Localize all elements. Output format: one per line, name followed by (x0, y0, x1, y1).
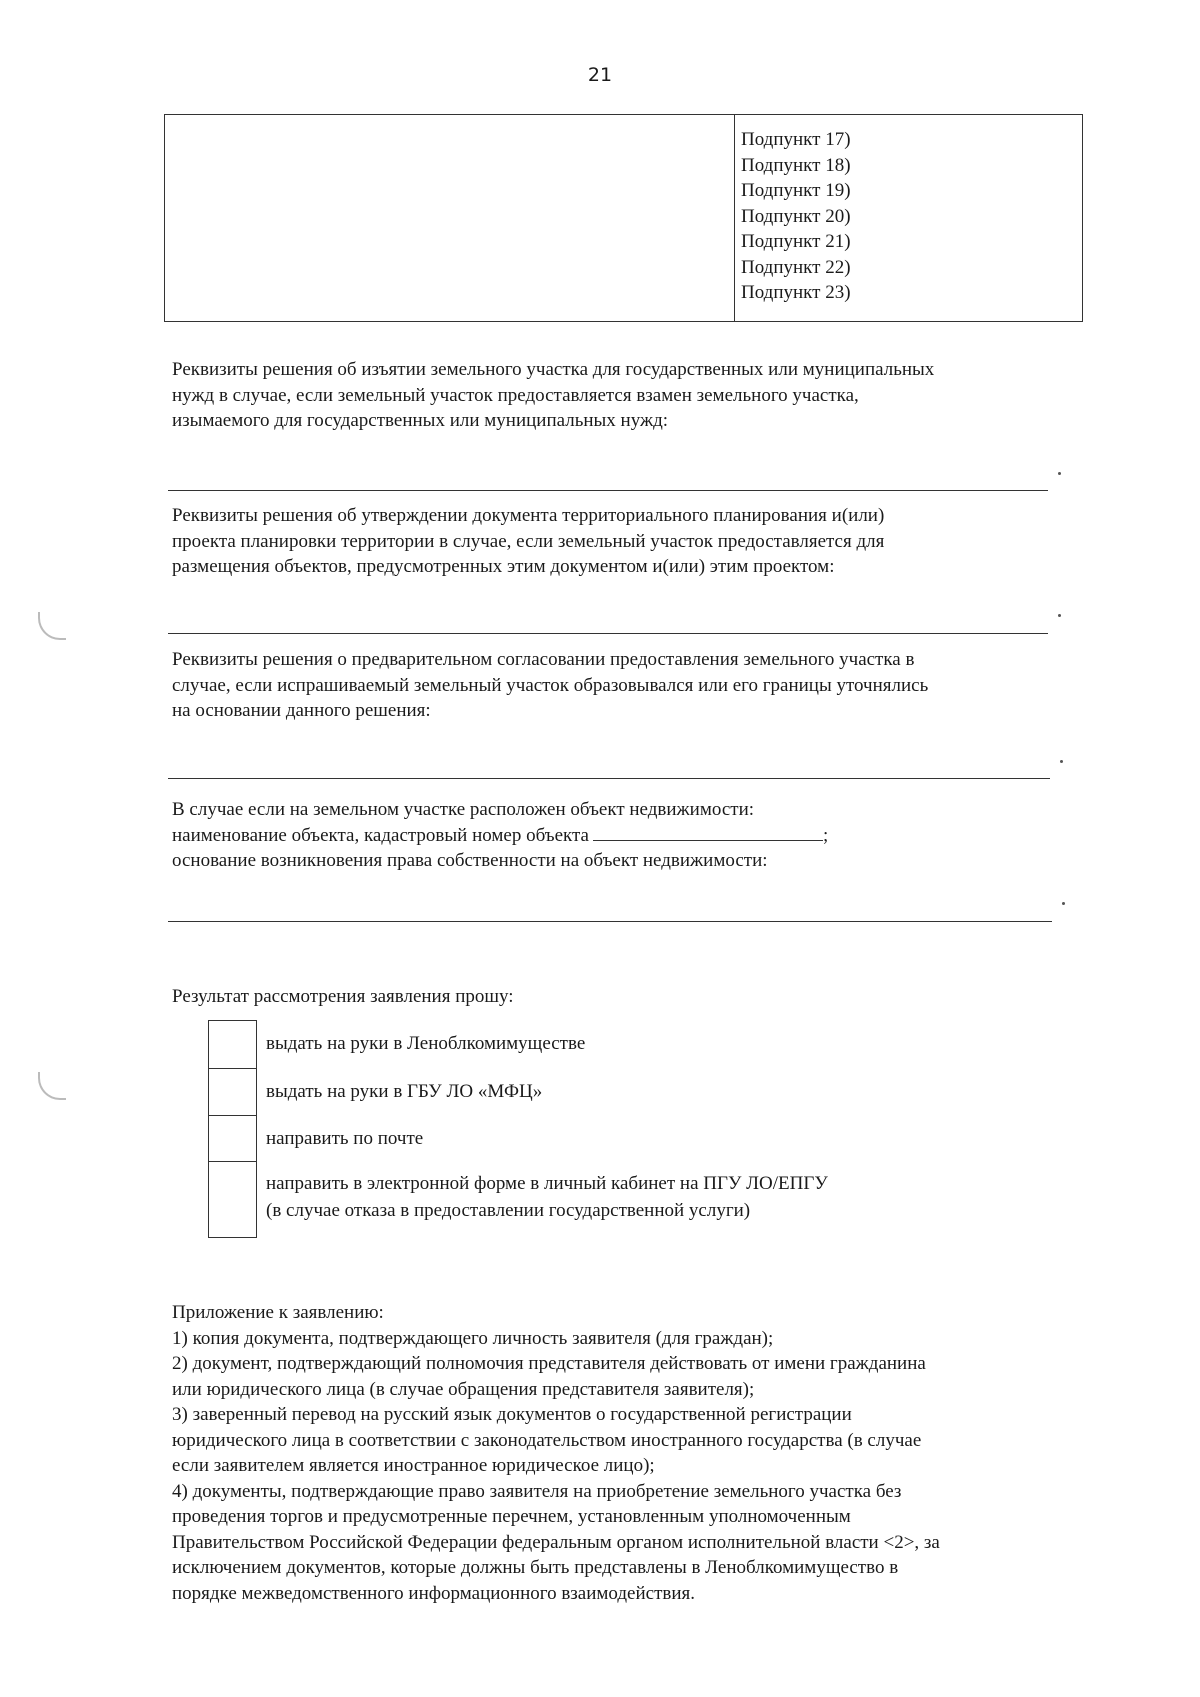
attachment-item: 1) копия документа, подтверждающего личность заявителя (для граждан); (172, 1327, 774, 1349)
punch-hole-mark (38, 1072, 66, 1100)
scan-dot (1060, 760, 1063, 763)
result-heading: Результат рассмотрения заявления прошу: (172, 986, 514, 1007)
attachment-item: исключением документов, которые должны быть представлены в Леноблкомимущество в (172, 1557, 899, 1578)
text-line: проекта планировки территории в случае, если земельный участок предоставляется для (172, 530, 885, 552)
option-checkbox-mfc[interactable] (208, 1068, 257, 1117)
text-line: Реквизиты решения об изъятии земельного участка для государственных или муниципальных (172, 359, 935, 380)
option-checkbox-electronic[interactable] (208, 1161, 257, 1238)
option-label-mail: направить по почте (266, 1128, 424, 1149)
subparagraph-item: Подпункт 17) (741, 129, 851, 150)
ownership-basis-field[interactable] (168, 921, 1052, 922)
attachment-item: порядке межведомственного информационного взаимодействия. (172, 1582, 696, 1604)
scan-dot (1062, 902, 1065, 905)
attachment-item: если заявителем является иностранное юридическое лицо); (172, 1455, 655, 1476)
cadastral-number-field[interactable] (593, 824, 823, 841)
attachment-item: 2) документ, подтверждающий полномочия представителя действовать от имени гражданина (172, 1353, 926, 1374)
subparagraph-item: Подпункт 20) (741, 205, 851, 227)
text-line: нужд в случае, если земельный участок предоставляется взамен земельного участка, (172, 384, 859, 406)
table-empty-cell (165, 115, 735, 321)
text-line: на основании данного решения: (172, 700, 431, 721)
option-checkbox-mail[interactable] (208, 1115, 257, 1163)
attachment-item: 4) документы, подтверждающие право заявителя на приобретение земельного участка без (172, 1480, 902, 1502)
punch-hole-mark (38, 612, 66, 640)
preliminary-decision-text (172, 647, 928, 724)
cadastral-label: наименование объекта, кадастровый номер объекта (172, 824, 589, 846)
text-line: размещения объектов, предусмотренных этим документом и(или) этим проектом: (172, 556, 835, 577)
text-line: Реквизиты решения об утверждении документа территориального планирования и(или) (172, 505, 885, 526)
attachment-heading: Приложение к заявлению: (172, 1302, 384, 1323)
preliminary-decision-field[interactable] (168, 778, 1050, 779)
subparagraph-item: Подпункт 23) (741, 282, 851, 303)
option-label-electronic: направить в электронной форме в личный кабинет на ПГУ ЛО/ЕПГУ (266, 1173, 828, 1194)
subparagraph-item: Подпункт 18) (741, 154, 851, 176)
scan-dot (1058, 614, 1061, 617)
option-label-electronic-note: (в случае отказа в предоставлении государственной услуги) (266, 1200, 751, 1221)
page-number: 21 (587, 64, 613, 86)
planning-decision-text (172, 503, 884, 580)
attachment-item: проведения торгов и предусмотренные перечнем, установленным уполномоченным (172, 1506, 851, 1527)
option-label-lenoblkomimushchestvo: выдать на руки в Леноблкомимуществе (266, 1033, 586, 1054)
attachment-item: 3) заверенный перевод на русский язык документов о государственной регистрации (172, 1404, 852, 1425)
attachment-item: или юридического лица (в случае обращения представителя заявителя); (172, 1378, 755, 1400)
semicolon: ; (822, 824, 829, 846)
planning-decision-field[interactable] (168, 633, 1048, 634)
property-text (172, 797, 828, 874)
text-line: В случае если на земельном участке расположен объект недвижимости: (172, 799, 755, 820)
scan-dot (1058, 472, 1061, 475)
option-label-mfc: выдать на руки в ГБУ ЛО «МФЦ» (266, 1081, 543, 1102)
text-line: основание возникновения права собственности на объект недвижимости: (172, 850, 768, 871)
text-line: Реквизиты решения о предварительном согласовании предоставления земельного участка в (172, 649, 915, 670)
attachment-item: Правительством Российской Федерации федеральным органом исполнительной власти <2>, за (172, 1531, 940, 1553)
option-checkbox-lenoblkomimushchestvo[interactable] (208, 1020, 257, 1070)
subparagraph-item: Подпункт 19) (741, 180, 851, 201)
text-line: случае, если испрашиваемый земельный участок образовывался или его границы уточнялись (172, 674, 929, 696)
withdrawal-decision-text (172, 357, 934, 434)
attachment-item: юридического лица в соответствии с законодательством иностранного государства (в случае (172, 1429, 922, 1451)
subparagraph-item: Подпункт 22) (741, 256, 851, 278)
subparagraph-item: Подпункт 21) (741, 231, 851, 252)
text-line: изымаемого для государственных или муниципальных нужд: (172, 410, 669, 431)
withdrawal-decision-field[interactable] (168, 490, 1048, 491)
text-line (172, 823, 828, 849)
subparagraph-list (735, 115, 1082, 321)
subparagraph-table (164, 114, 1083, 322)
attachment-list (172, 1300, 940, 1606)
